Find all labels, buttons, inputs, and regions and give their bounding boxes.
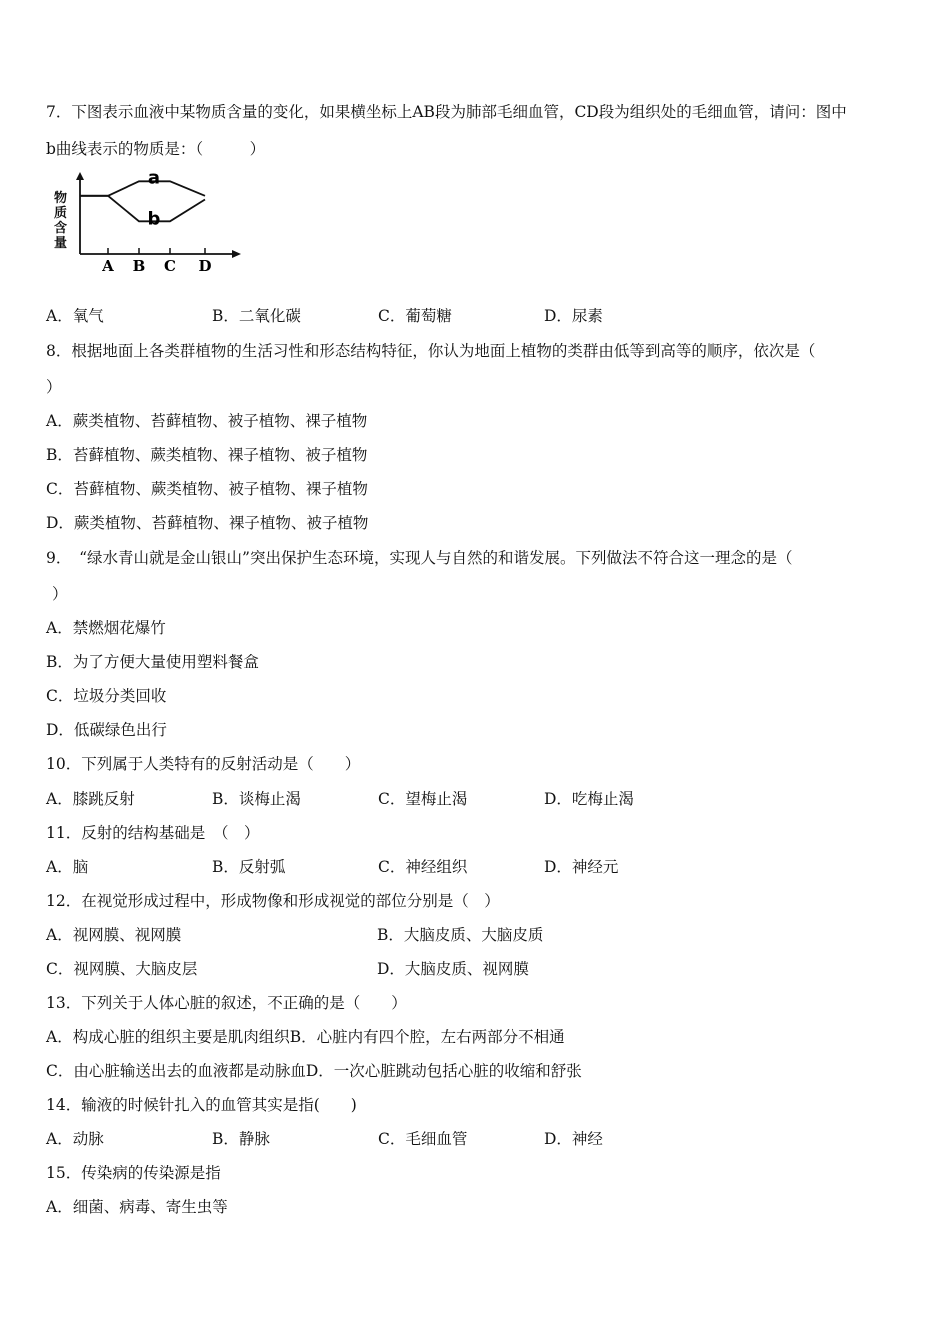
q10-option-b[interactable]: B．谈梅止渴 <box>212 790 301 808</box>
q12-options-cd <box>46 959 708 979</box>
q14-option-c[interactable]: C．毛细血管 <box>378 1130 468 1148</box>
q11-option-c[interactable]: C．神经组织 <box>378 858 468 876</box>
q7-option-c[interactable]: C．葡萄糖 <box>378 307 452 325</box>
q10-option-d[interactable]: D．吃梅止渴 <box>544 790 634 808</box>
q14-option-d[interactable]: D．神经 <box>544 1130 603 1148</box>
q13-stem: 13．下列关于人体心脏的叙述，不正确的是（ ） <box>46 994 407 1012</box>
x-tick-label: D <box>198 257 212 275</box>
q7-options <box>46 306 710 326</box>
q10-stem: 10．下列属于人类特有的反射活动是（ ） <box>46 755 361 773</box>
q7-option-a[interactable]: A．氧气 <box>46 307 104 325</box>
q14-options <box>46 1129 710 1149</box>
q9-stem-line1: 9． “绿水青山就是金山银山”突出保护生态环境，实现人与自然的和谐发展。下列做法不符合这一理念的是（ <box>46 549 793 567</box>
series-b-label: b <box>147 208 161 230</box>
q8-option-a[interactable]: A．蕨类植物、苔藓植物、被子植物、裸子植物 <box>46 412 368 430</box>
q12-option-b[interactable]: B．大脑皮质、大脑皮质 <box>377 926 544 944</box>
x-tick-label: C <box>164 257 176 275</box>
q8-stem-line1: 8．根据地面上各类群植物的生活习性和形态结构特征，你认为地面上植物的类群由低等到高等的顺序，依次是（ <box>46 342 816 360</box>
q13-options-ab[interactable]: A．构成心脏的组织主要是肌肉组织B．心脏内有四个腔，左右两部分不相通 <box>46 1028 565 1046</box>
q11-stem: 11．反射的结构基础是 （ ） <box>46 824 260 842</box>
q12-option-a[interactable]: A．视网膜、视网膜 <box>46 926 182 944</box>
q8-option-b[interactable]: B．苔藓植物、蕨类植物、裸子植物、被子植物 <box>46 446 368 464</box>
q12-stem: 12．在视觉形成过程中，形成物像和形成视觉的部位分别是（ ） <box>46 892 500 910</box>
q8-option-c[interactable]: C．苔藓植物、蕨类植物、被子植物、裸子植物 <box>46 480 368 498</box>
q8-option-d[interactable]: D．蕨类植物、苔藓植物、裸子植物、被子植物 <box>46 514 369 532</box>
q7-stem-line2: b曲线表示的物质是：（ ） <box>46 140 266 158</box>
series-a-line <box>80 181 205 196</box>
q12-option-c[interactable]: C．视网膜、大脑皮层 <box>46 960 198 978</box>
q9-stem-line2: ） <box>52 585 68 603</box>
q10-option-c[interactable]: C．望梅止渴 <box>378 790 468 808</box>
q10-options <box>46 789 710 809</box>
x-axis-arrow <box>232 250 241 258</box>
q11-option-d[interactable]: D．神经元 <box>544 858 619 876</box>
q7-option-d[interactable]: D．尿素 <box>544 307 603 325</box>
series-a-label: a <box>147 172 161 189</box>
q8-stem-line2: ） <box>46 378 62 396</box>
q15-stem: 15．传染病的传染源是指 <box>46 1164 221 1182</box>
ylabel-char: 量 <box>54 236 68 251</box>
q11-options <box>46 857 710 877</box>
q12-option-d[interactable]: D．大脑皮质、视网膜 <box>377 960 529 978</box>
q7-stem-line1: 7．下图表示血液中某物质含量的变化，如果横坐标上AB段为肺部毛细血管，CD段为组织处的毛细血管，请问：图中 <box>46 103 847 121</box>
q9-option-c[interactable]: C．垃圾分类回收 <box>46 687 167 705</box>
q9-option-b[interactable]: B．为了方便大量使用塑料餐盒 <box>46 653 259 671</box>
q11-option-b[interactable]: B．反射弧 <box>212 858 286 876</box>
q10-option-a[interactable]: A．膝跳反射 <box>46 790 135 808</box>
x-tick-label: B <box>132 257 146 275</box>
substance-content-chart <box>46 172 246 278</box>
q14-option-a[interactable]: A．动脉 <box>46 1130 104 1148</box>
q13-options-cd[interactable]: C．由心脏输送出去的血液都是动脉血D．一次心脏跳动包括心脏的收缩和舒张 <box>46 1062 582 1080</box>
q9-option-d[interactable]: D．低碳绿色出行 <box>46 721 167 739</box>
q12-options-ab <box>46 925 708 945</box>
q15-option-a[interactable]: A．细菌、病毒、寄生虫等 <box>46 1198 228 1216</box>
q11-option-a[interactable]: A．脑 <box>46 858 89 876</box>
q14-option-b[interactable]: B．静脉 <box>212 1130 270 1148</box>
q9-option-a[interactable]: A．禁燃烟花爆竹 <box>46 619 166 637</box>
series-b-line <box>80 196 205 222</box>
ylabel-char: 质 <box>54 206 68 221</box>
q7-option-b[interactable]: B．二氧化碳 <box>212 307 301 325</box>
q14-stem: 14．输液的时候针扎入的血管其实是指( ) <box>46 1096 357 1114</box>
ylabel-char: 物 <box>54 191 68 206</box>
x-tick-label: A <box>102 257 114 275</box>
ylabel-char: 含 <box>54 221 68 236</box>
y-axis-arrow <box>76 172 84 180</box>
